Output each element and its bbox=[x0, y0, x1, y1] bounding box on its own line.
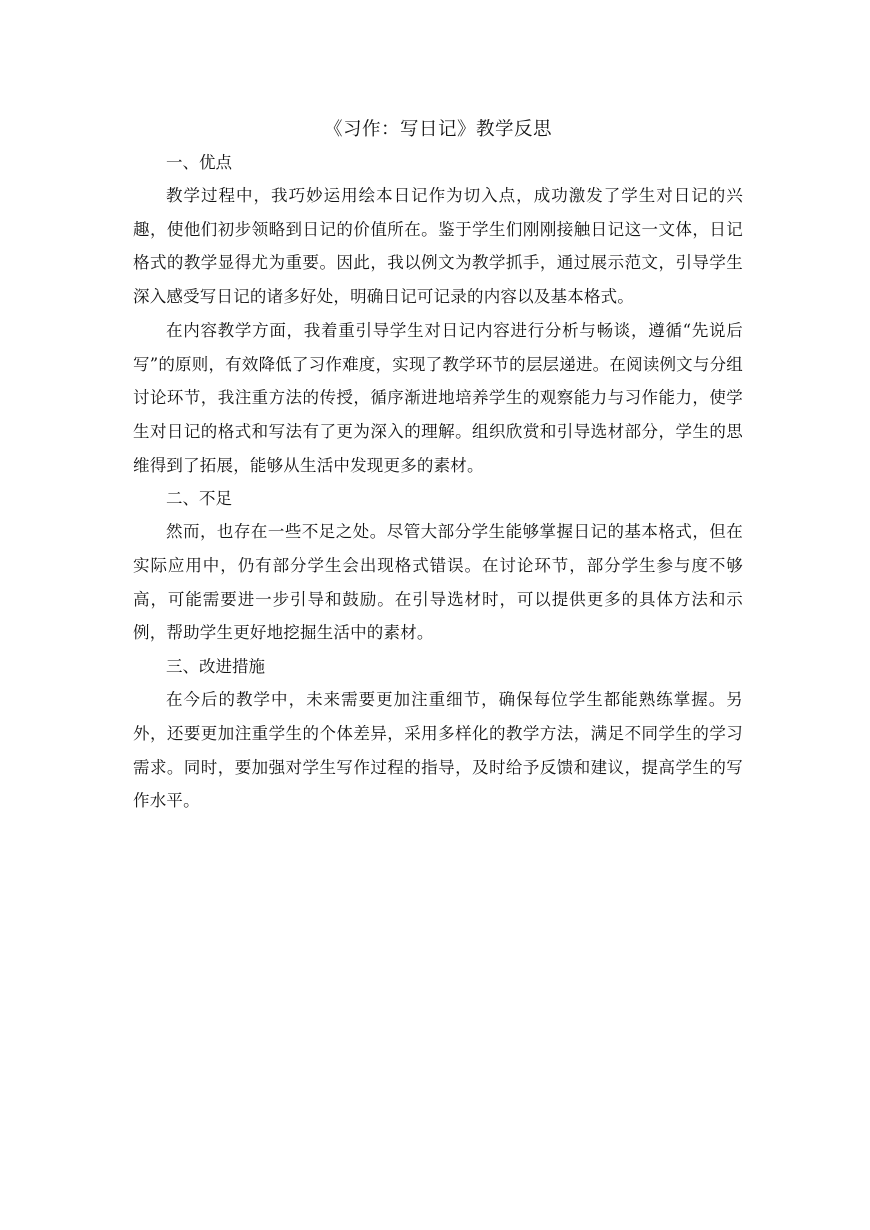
paragraph-improvements-1: 在今后的教学中，未来需要更加注重细节，确保每位学生都能熟练掌握。另外，还要更加注重学生的个体差异，采用多样化的教学方法，满足不同学生的学习需求。同时，要加强对学生写作过程的指导，及时给予反馈和建议，提高学生的写作水平。 bbox=[133, 690, 743, 811]
section-heading-improvements: 三、改进措施 bbox=[166, 657, 265, 677]
paragraph-strengths-2: 在内容教学方面，我着重引导学生对日记内容进行分析与畅谈，遵循“先说后写”的原则，有效降低了习作难度，实现了教学环节的层层递进。在阅读例文与分组讨论环节，我注重方法的传授，循序渐进地培养学生的观察能力与习作能力，使学生对日记的格式和写法有了更为深入的理解。组织欣赏和引导选材部分，学生的思维得到了拓展，能够从生活中发现更多的素材。 bbox=[133, 320, 743, 475]
section-strengths bbox=[133, 146, 743, 482]
section-heading-shortcomings: 二、不足 bbox=[166, 489, 232, 509]
document-body bbox=[133, 114, 743, 818]
section-shortcomings bbox=[133, 482, 743, 650]
section-improvements bbox=[133, 650, 743, 818]
section-heading-strengths: 一、优点 bbox=[166, 153, 232, 172]
paragraph-shortcomings-1: 然而，也存在一些不足之处。尽管大部分学生能够掌握日记的基本格式，但在实际应用中，仍有部分学生会出现格式错误。在讨论环节，部分学生参与度不够高，可能需要进一步引导和鼓励。在引导选材时，可以提供更多的具体方法和示例，帮助学生更好地挖掘生活中的素材。 bbox=[133, 522, 743, 643]
paragraph-strengths-1: 教学过程中，我巧妙运用绘本日记作为切入点，成功激发了学生对日记的兴趣，使他们初步领略到日记的价值所在。鉴于学生们刚刚接触日记这一文体，日记格式的教学显得尤为重要。因此，我以例文为教学抓手，通过展示范文，引导学生深入感受写日记的诸多好处，明确日记可记录的内容以及基本格式。 bbox=[133, 186, 743, 307]
document-title: 《习作：写日记》教学反思 bbox=[323, 119, 552, 140]
